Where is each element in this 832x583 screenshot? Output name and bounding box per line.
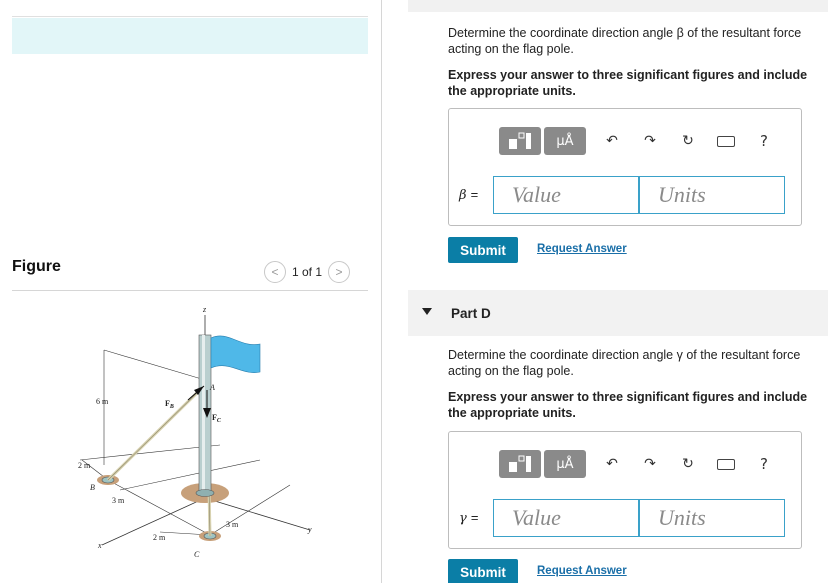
z-label: z xyxy=(203,305,207,314)
question-pane xyxy=(382,0,832,583)
flag xyxy=(211,336,260,373)
part-d-title: Part D xyxy=(451,306,491,321)
prev-figure-button[interactable]: < xyxy=(264,261,286,283)
reset-icon[interactable]: ↻ xyxy=(682,456,694,472)
figure-title: Figure xyxy=(12,258,61,275)
figure-pager xyxy=(264,261,350,283)
part-c-toolbar xyxy=(499,127,779,155)
templates-icon[interactable] xyxy=(499,450,541,478)
point-a-label: A xyxy=(210,383,215,392)
top-divider xyxy=(12,16,368,17)
caret-down-icon xyxy=(422,308,432,315)
pager-text: 1 of 1 xyxy=(292,265,323,279)
part-c-submit-button[interactable]: Submit xyxy=(448,237,518,263)
dim-6m-label: 6 m xyxy=(96,397,109,406)
dim-2m-left-label: 2 m xyxy=(78,461,91,470)
dim-3m-left-label: 3 m xyxy=(112,496,125,505)
templates-icon[interactable] xyxy=(499,127,541,155)
redo-icon[interactable]: ↷ xyxy=(644,133,656,149)
x-label: x xyxy=(98,541,102,550)
part-d-question: Determine the coordinate direction angle γ of the resultant force acting on the flag pole. xyxy=(448,348,801,378)
part-c-request-answer-link[interactable]: Request Answer xyxy=(537,243,627,255)
figure-pane xyxy=(0,0,381,583)
part-d-submit-button[interactable]: Submit xyxy=(448,559,518,583)
flag-pole-figure xyxy=(60,300,360,570)
help-icon[interactable]: ? xyxy=(760,132,768,150)
undo-icon[interactable]: ↶ xyxy=(606,133,618,149)
part-d-instruction: Express your answer to three significant figures and include the appropriate units. xyxy=(448,390,808,420)
y-label: y xyxy=(308,525,312,534)
part-c-header-strip xyxy=(408,0,828,12)
force-fc-label: $F_C$ xyxy=(212,413,221,424)
mu-angstrom-icon[interactable]: μÅ xyxy=(544,127,586,155)
keyboard-icon[interactable] xyxy=(711,450,741,478)
part-d-toolbar xyxy=(499,450,779,478)
force-fb-label: $F_B$ xyxy=(165,399,174,410)
help-icon[interactable]: ? xyxy=(760,455,768,473)
part-c-question: Determine the coordinate direction angle β of the resultant force acting on the flag pole. xyxy=(448,26,802,56)
redo-icon[interactable]: ↷ xyxy=(644,456,656,472)
part-d-header[interactable] xyxy=(408,290,828,336)
point-c-label: C xyxy=(194,550,200,559)
part-d-variable-label: γ = xyxy=(459,510,479,526)
mu-angstrom-icon[interactable]: μÅ xyxy=(544,450,586,478)
part-d-units-input[interactable]: Units xyxy=(639,499,785,537)
part-d-value-input[interactable]: Value xyxy=(493,499,639,537)
part-c-value-input[interactable]: Value xyxy=(493,176,639,214)
keyboard-icon[interactable] xyxy=(711,127,741,155)
point-b-label: B xyxy=(90,483,95,492)
part-c-answer-box xyxy=(448,108,802,226)
part-c-units-input[interactable]: Units xyxy=(639,176,785,214)
part-c-variable-label: β = xyxy=(459,187,479,203)
part-c-instruction: Express your answer to three significant figures and include the appropriate units. xyxy=(448,68,808,98)
undo-icon[interactable]: ↶ xyxy=(606,456,618,472)
next-figure-button[interactable]: > xyxy=(328,261,350,283)
figure-divider xyxy=(12,290,368,291)
info-banner xyxy=(12,18,368,54)
reset-icon[interactable]: ↻ xyxy=(682,133,694,149)
part-d-request-answer-link[interactable]: Request Answer xyxy=(537,565,627,577)
dim-2m-bottom-label: 2 m xyxy=(153,533,166,542)
y-axis xyxy=(205,498,310,530)
dim-3m-right-label: 3 m xyxy=(226,520,239,529)
part-d-answer-box xyxy=(448,431,802,549)
